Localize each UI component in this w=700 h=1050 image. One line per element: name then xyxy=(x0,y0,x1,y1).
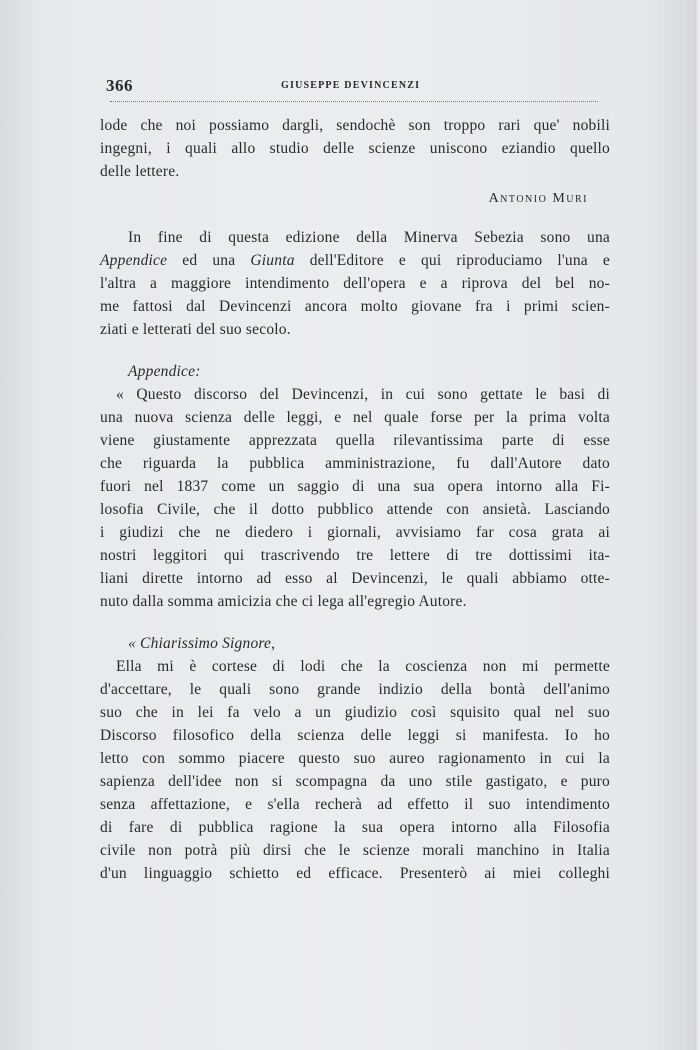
text-line: letto con sommo piacere questo suo aureo ragionamento in cui la xyxy=(100,750,610,767)
text-line: fuori nel 1837 come un saggio di una sua opera intorno alla Fi- xyxy=(100,478,610,495)
text-line: liani dirette intorno ad esso al Devincenzi, le quali abbiamo otte- xyxy=(100,570,610,587)
signature: Antonio Muri xyxy=(488,191,588,206)
text-line: « Questo discorso del Devincenzi, in cui sono gettate le basi di xyxy=(116,386,610,403)
paragraph-gap xyxy=(100,341,610,360)
text-line: d'accettare, le quali sono grande indizio della bontà dell'animo xyxy=(100,681,610,698)
header-rule xyxy=(110,101,598,102)
text-line: nostri leggitori qui trascrivendo tre lettere di tre dottissimi ita- xyxy=(100,547,610,564)
text-line: una nuova scienza delle leggi, e nel quale forse per la prima volta xyxy=(100,409,610,426)
text-line: In fine di questa edizione della Minerva Sebezia sono una xyxy=(128,229,610,246)
italic-term-giunta: Giunta xyxy=(250,252,295,269)
text-fragment: dell'Editore e qui riproduciamo l'una e xyxy=(294,252,610,269)
paragraph-edition-note xyxy=(100,226,610,341)
text-line: Discorso filosofico della scienza delle leggi si manifesta. Io ho xyxy=(100,727,610,744)
page-body xyxy=(100,114,610,885)
text-line: viene giustamente apprezzata quella rilevantissima parte di esse xyxy=(100,432,610,449)
text-line: suo che in lei fa velo a un giudizio così squisito qual nel suo xyxy=(100,704,610,721)
page-header xyxy=(106,76,598,98)
letter-salutation: « Chiarissimo Signore, xyxy=(128,635,276,652)
text-line: nuto dalla somma amicizia che ci lega all'egregio Autore. xyxy=(100,593,467,610)
page-number: 366 xyxy=(106,76,133,95)
letter-section xyxy=(100,632,610,885)
text-fragment: ed una xyxy=(167,252,251,269)
text-line: sapienza dell'idee non si scompagna da uno stile gastigato, e puro xyxy=(100,773,610,790)
text-line: senza affettazione, e s'ella recherà ad effetto il suo intendimento xyxy=(100,796,610,813)
page-edge xyxy=(694,0,700,1050)
text-line: di fare di pubblica ragione la sua opera intorno alla Filosofia xyxy=(100,819,610,836)
text-line: civile non potrà più dirsi che le scienze morali manchino in Italia xyxy=(100,842,610,859)
running-title: GIUSEPPE DEVINCENZI xyxy=(281,80,421,91)
text-line: Ella mi è cortese di lodi che la coscienza non mi permette xyxy=(116,658,610,675)
text-line: d'un linguaggio schietto ed efficace. Presenterò ai miei colleghi xyxy=(100,865,610,882)
section-heading: Appendice: xyxy=(128,363,201,380)
text-line: lode che noi possiamo dargli, sendochè son troppo rari que' nobili xyxy=(100,117,610,134)
text-line: delle lettere. xyxy=(100,163,180,180)
text-line xyxy=(100,249,610,272)
paragraph-continuation xyxy=(100,114,610,207)
paragraph-gap xyxy=(100,613,610,632)
italic-term-appendice: Appendice xyxy=(100,252,168,269)
text-line: ziati e letterati del suo secolo. xyxy=(100,321,291,338)
text-line: ingegni, i quali allo studio delle scienze uniscono eziandio quello xyxy=(100,140,610,157)
appendice-section xyxy=(100,360,610,613)
text-line: losofia Civile, che il dotto pubblico attende con ansietà. Lasciando xyxy=(100,501,610,518)
text-line: me fattosi dal Devincenzi ancora molto giovane fra i primi scien- xyxy=(100,298,610,315)
text-line: l'altra a maggiore intendimento dell'opera e a riprova del bel no- xyxy=(100,275,610,292)
text-line: i giudizi che ne diedero i giornali, avvisiamo far cosa grata ai xyxy=(100,524,610,541)
text-line: che riguarda la pubblica amministrazione, fu dall'Autore dato xyxy=(100,455,610,472)
